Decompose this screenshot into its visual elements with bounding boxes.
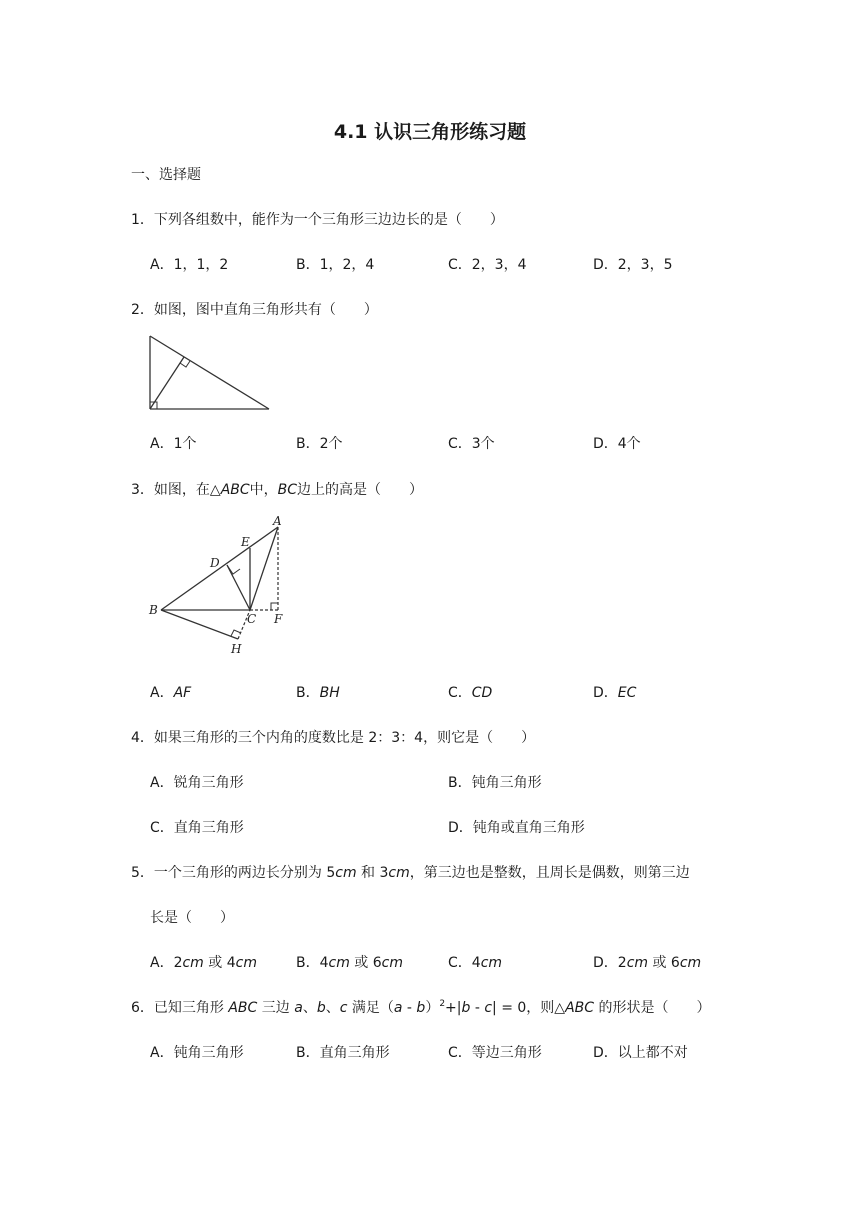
question-3-option-b[interactable]: B．BH xyxy=(296,685,340,701)
question-1-option-b[interactable]: B．1，2，4 xyxy=(296,257,375,273)
question-5-option-d[interactable]: D．2cm 或 6cm xyxy=(593,955,702,971)
question-6-option-d[interactable]: D．以上都不对 xyxy=(593,1045,688,1061)
question-3-figure xyxy=(143,513,293,661)
question-3-stem: 3．如图，在△ABC中，BC边上的高是（ ） xyxy=(131,482,424,498)
question-6-option-c[interactable]: C．等边三角形 xyxy=(448,1045,542,1061)
question-1-option-c[interactable]: C．2，3，4 xyxy=(448,257,527,273)
question-5-option-c[interactable]: C．4cm xyxy=(448,955,503,971)
question-2-stem: 2．如图，图中直角三角形共有（ ） xyxy=(131,302,378,318)
question-3-option-a[interactable]: A．AF xyxy=(150,685,192,701)
question-2-figure xyxy=(143,333,273,415)
figure-label-b: B xyxy=(149,603,158,617)
figure-label-h: H xyxy=(231,642,242,656)
question-2-option-b[interactable]: B．2个 xyxy=(296,436,343,452)
page-title: 4.1 认识三角形练习题 xyxy=(333,121,527,143)
question-5-stem: 5．一个三角形的两边长分别为 5cm 和 3cm，第三边也是整数，且周长是偶数，则第三边 xyxy=(131,865,690,881)
figure-label-d: D xyxy=(210,556,220,570)
figure-label-a: A xyxy=(273,514,282,528)
question-5-option-b[interactable]: B．4cm 或 6cm xyxy=(296,955,404,971)
question-1-stem: 1．下列各组数中，能作为一个三角形三边边长的是（ ） xyxy=(131,212,504,228)
question-4-stem: 4．如果三角形的三个内角的度数比是 2：3：4，则它是（ ） xyxy=(131,730,536,746)
question-6-option-a[interactable]: A．钝角三角形 xyxy=(150,1045,244,1061)
figure-label-e: E xyxy=(241,535,250,549)
question-4-option-b[interactable]: B．钝角三角形 xyxy=(448,775,542,791)
question-1-option-a[interactable]: A．1，1，2 xyxy=(150,257,229,273)
figure-label-c: C xyxy=(247,612,257,626)
question-2-option-c[interactable]: C．3个 xyxy=(448,436,495,452)
question-5-stem-line2: 长是（ ） xyxy=(150,910,234,926)
question-1-option-d[interactable]: D．2，3，5 xyxy=(593,257,673,273)
question-3-option-d[interactable]: D．EC xyxy=(593,685,637,701)
figure-label-f: F xyxy=(274,612,283,626)
question-6-option-b[interactable]: B．直角三角形 xyxy=(296,1045,390,1061)
question-4-option-c[interactable]: C．直角三角形 xyxy=(150,820,244,836)
question-2-option-d[interactable]: D．4个 xyxy=(593,436,641,452)
question-4-option-a[interactable]: A．锐角三角形 xyxy=(150,775,244,791)
question-5-option-a[interactable]: A．2cm 或 4cm xyxy=(150,955,257,971)
section-heading: 一、选择题 xyxy=(131,167,201,183)
question-6-stem: 6．已知三角形 ABC 三边 a、b、c 满足（a - b）$^2$+|b - c| = 0，则△ABC 的形状是（ ） xyxy=(131,999,711,1016)
question-2-option-a[interactable]: A．1个 xyxy=(150,436,197,452)
question-3-option-c[interactable]: C．CD xyxy=(448,685,493,701)
question-4-option-d[interactable]: D．钝角或直角三角形 xyxy=(448,820,585,836)
